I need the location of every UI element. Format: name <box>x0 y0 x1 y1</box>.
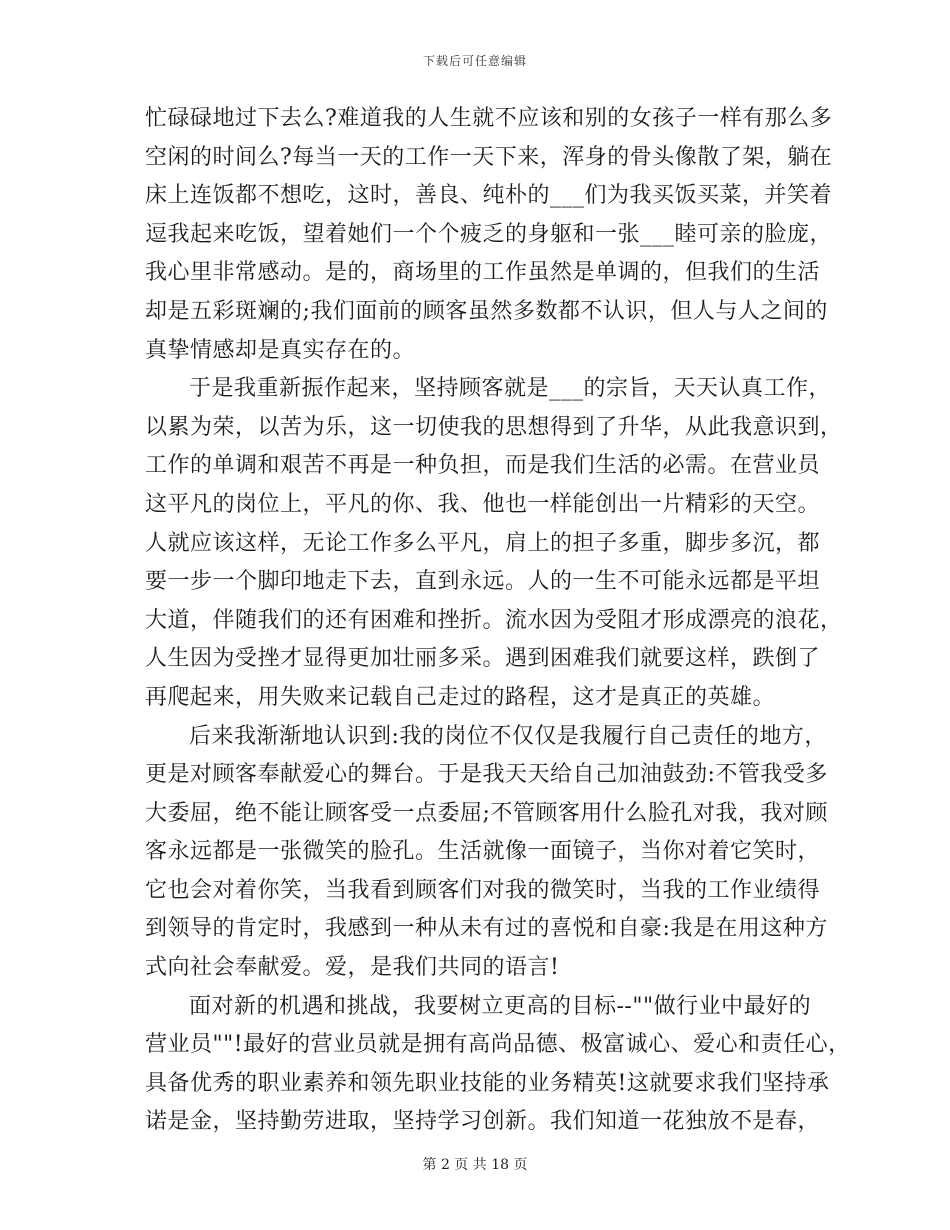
paragraph-first-line: 面对新的机遇和挑战，我要树立更高的目标--""做行业中最好的 <box>189 993 812 1019</box>
text-line: 忙碌碌地过下去么?难道我的人生就不应该和别的女孩子一样有那么多 <box>145 106 833 131</box>
text-line: 人生因为受挫才显得更加壮丽多采。遇到困难我们就要这样，跌倒了 <box>145 646 821 672</box>
text-line: 空闲的时间么?每当一天的工作一天下来，浑身的骨头像散了架，躺在 <box>145 144 833 170</box>
text-line: 营业员""!最好的营业员就是拥有高尚品德、极富诚心、爱心和责任心， <box>145 1032 851 1058</box>
text-line: 真挚情感却是真实存在的。 <box>145 337 416 363</box>
text-line: 我心里非常感动。是的，商场里的工作虽然是单调的，但我们的生活 <box>145 260 821 286</box>
text-line: 却是五彩斑斓的;我们面前的顾客虽然多数都不认识，但人与人之间的 <box>145 298 828 324</box>
text-line: 要一步一个脚印地走下去，直到永远。人的一生不可能永远都是平坦 <box>145 569 821 595</box>
text-line: 具备优秀的职业素养和领先职业技能的业务精英!这就要求我们坚持承 <box>145 1070 830 1096</box>
text-line: 式向社会奉献爱。爱，是我们共同的语言! <box>145 955 560 981</box>
paragraph-first-line: 于是我重新振作起来，坚持顾客就是___的宗旨，天天认真工作， <box>189 376 832 402</box>
text-line: 它也会对着你笑，当我看到顾客们对我的微笑时，当我的工作业绩得 <box>145 877 821 903</box>
text-line: 客永远都是一张微笑的脸孔。生活就像一面镜子，当你对着它笑时， <box>145 839 821 865</box>
text-line: 诺是金，坚持勤劳进取，坚持学习创新。我们知道一花独放不是春， <box>145 1109 821 1135</box>
text-line: 床上连饭都不想吃，这时，善良、纯朴的___们为我买饭买菜，并笑着 <box>145 183 833 209</box>
text-line: 这平凡的岗位上，平凡的你、我、他也一样能创出一片精彩的天空。 <box>145 491 821 517</box>
text-line: 更是对顾客奉献爱心的舞台。于是我天天给自己加油鼓劲:不管我受多 <box>145 762 828 788</box>
text-line: 工作的单调和艰苦不再是一种负担，而是我们生活的必需。在营业员 <box>145 453 821 479</box>
text-line: 大委屈，绝不能让顾客受一点委屈;不管顾客用什么脸孔对我，我对顾 <box>145 800 828 826</box>
text-line: 以累为荣，以苦为乐，这一切使我的思想得到了升华，从此我意识到， <box>145 414 843 440</box>
page-number-footer: 第 2 页 共 18 页 <box>422 1157 528 1173</box>
page-header: 下载后可任意编辑 <box>422 54 527 68</box>
text-line: 再爬起来，用失败来记载自己走过的路程，这才是真正的英雄。 <box>145 684 776 710</box>
text-line: 大道，伴随我们的还有困难和挫折。流水因为受阻才形成漂亮的浪花， <box>145 607 843 633</box>
document-body <box>145 100 851 1142</box>
paragraph-first-line: 后来我渐渐地认识到:我的岗位不仅仅是我履行自己责任的地方， <box>189 723 827 749</box>
text-line: 人就应该这样，无论工作多么平凡，肩上的担子多重，脚步多沉，都 <box>145 530 821 556</box>
text-line: 逗我起来吃饭，望着她们一个个疲乏的身躯和一张___睦可亲的脸庞， <box>145 221 833 247</box>
text-line: 到领导的肯定时，我感到一种从未有过的喜悦和自豪:我是在用这种方 <box>145 916 828 942</box>
